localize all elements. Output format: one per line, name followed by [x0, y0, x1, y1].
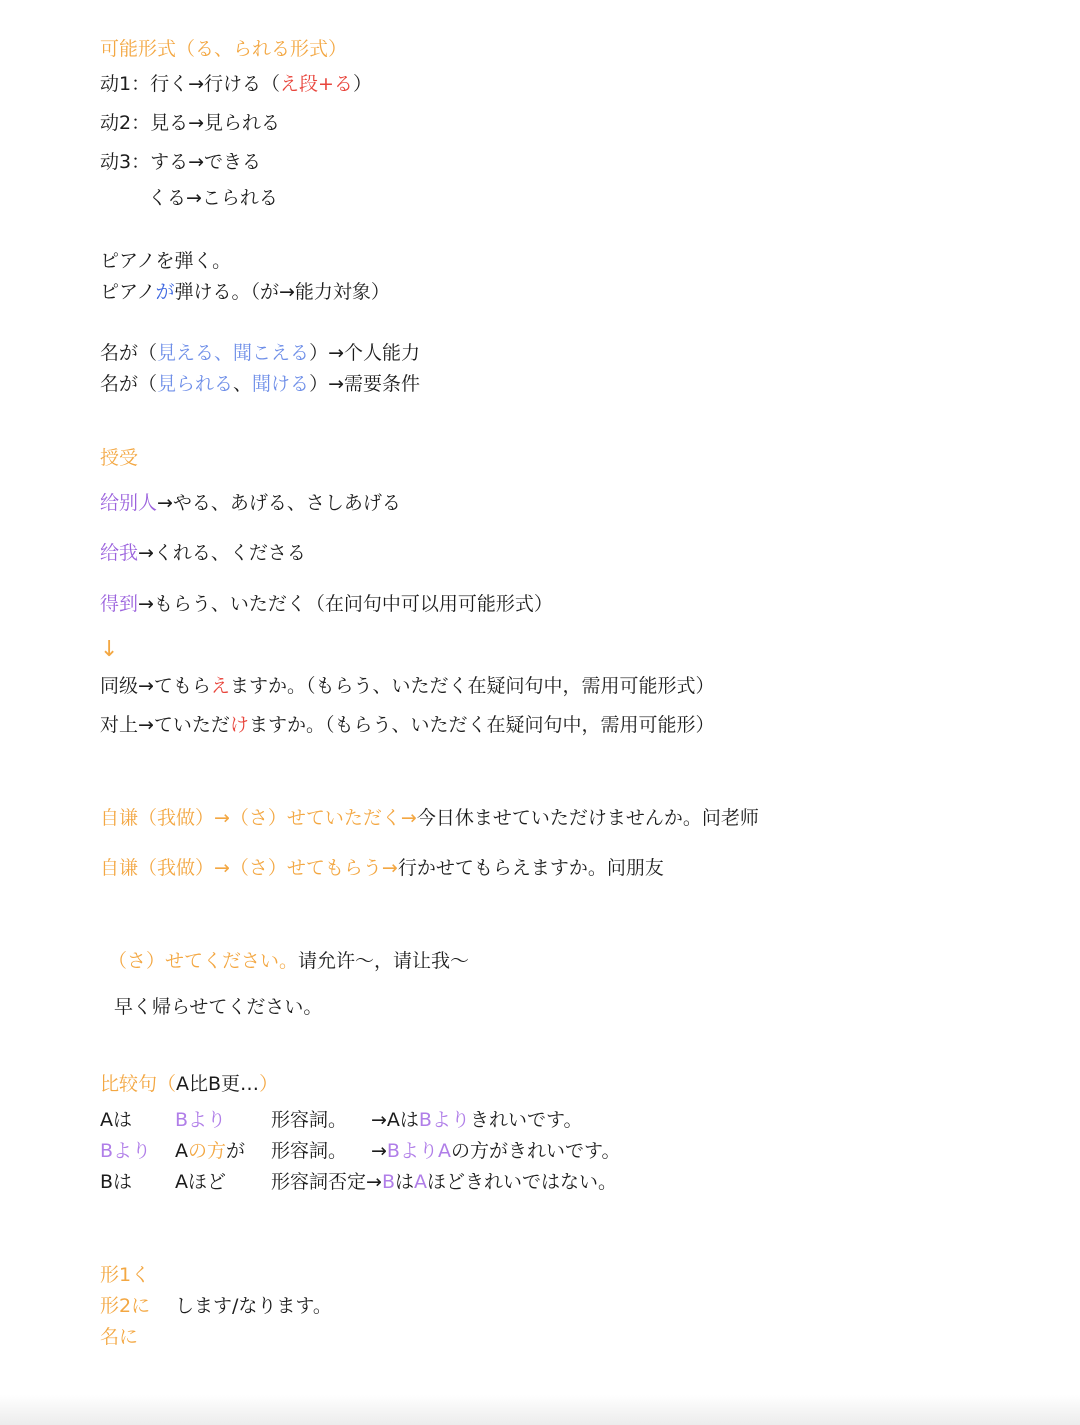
piano-sentence-2 — [100, 279, 390, 305]
highlight-text: Bより — [418, 1109, 470, 1131]
text: →やる、あげる、さしあげる — [157, 492, 401, 514]
highlight-text: A — [414, 1171, 427, 1193]
text: →もらう、いただく（在问句中可以用可能形式） — [138, 593, 553, 615]
text: 请允许～，请让我～ — [298, 950, 470, 972]
text: ほどきれいではない。 — [427, 1171, 618, 1193]
text: A — [175, 1140, 188, 1162]
text: が — [226, 1140, 246, 1162]
highlight-text: 比较句（ — [100, 1073, 177, 1095]
request-line — [108, 948, 469, 974]
text: ピアノ — [100, 281, 156, 303]
giving-heading: 授受 — [100, 447, 139, 469]
text: します/なります。 — [175, 1295, 332, 1317]
noun-condition-line — [100, 371, 420, 397]
highlight-text: 自谦（我做）→（さ）せてもらう→ — [100, 857, 398, 879]
highlight-text: 見られる — [157, 373, 234, 395]
highlight-text: 得到 — [100, 593, 139, 615]
potential-verb3: 动3：する→できる — [100, 151, 262, 173]
compare-heading — [100, 1071, 278, 1097]
highlight-text: Bより — [175, 1109, 227, 1131]
text: Aは — [100, 1109, 132, 1131]
compare-row-2-subject — [175, 1138, 271, 1164]
highlight-text: け — [229, 714, 249, 736]
highlight-text: 给我 — [100, 542, 139, 564]
text: ）→个人能力 — [309, 342, 420, 364]
text: 形容詞。 — [271, 1140, 348, 1162]
noun-ni: 名に — [100, 1326, 139, 1348]
text: ますか。（もらう、いただく在疑问句中，需用可能形） — [248, 714, 715, 736]
text: 形容詞。 — [271, 1109, 348, 1131]
adjective-1: 形1く — [100, 1264, 151, 1286]
receiving-line — [100, 591, 553, 617]
adjective-2-line — [100, 1293, 332, 1319]
text: →Aは — [371, 1109, 419, 1131]
highlight-text: B — [381, 1171, 395, 1193]
text: 同级→てもら — [100, 675, 211, 697]
highlight-text: 見える — [157, 342, 215, 364]
text: A比B更… — [176, 1073, 260, 1095]
potential-verb2: 动2：見る→見られる — [100, 112, 281, 134]
humble-friend-line — [100, 855, 664, 881]
highlight-text: 给别人 — [100, 492, 158, 514]
text: の方がきれいです。 — [450, 1140, 621, 1162]
text: → — [371, 1140, 387, 1162]
bottom-fade — [0, 1395, 1080, 1425]
text: ） — [352, 73, 372, 95]
text: 名が（ — [100, 342, 158, 364]
compare-row-3 — [100, 1169, 617, 1195]
potential-heading: 可能形式（る、られる形式） — [100, 38, 348, 60]
same-level-line — [100, 673, 714, 699]
text: 今日休ませていただけませんか。问老师 — [416, 807, 759, 829]
text: →くれる、くださる — [138, 542, 306, 564]
highlight-text: A — [437, 1140, 451, 1162]
text: は — [394, 1171, 414, 1193]
giving-others-line — [100, 490, 401, 516]
highlight-text: Bより — [386, 1140, 438, 1162]
text: 动1：行く→行ける（ — [100, 73, 281, 95]
highlight-text: 自谦（我做）→（さ）せていただく→ — [100, 807, 417, 829]
text: → — [366, 1171, 382, 1193]
potential-verb1 — [100, 71, 372, 97]
down-arrow: ↓ — [100, 637, 119, 662]
superior-line — [100, 712, 714, 738]
highlight-text: の方 — [188, 1140, 227, 1162]
text: 弾ける。（が→能力対象） — [174, 281, 390, 303]
text: 形容詞否定 — [271, 1171, 367, 1193]
highlight-text: 聞こえる — [233, 342, 310, 364]
highlight-text: 形2に — [100, 1295, 151, 1317]
noun-ability-line — [100, 340, 420, 366]
text: 、 — [233, 373, 253, 395]
highlight-text: 聞ける — [252, 373, 310, 395]
highlight-text: え — [210, 675, 230, 697]
text: きれいです。 — [469, 1109, 583, 1131]
giving-me-line — [100, 540, 306, 566]
compare-row-1 — [100, 1107, 582, 1133]
text: Bは — [100, 1171, 133, 1193]
highlight-text: が — [155, 281, 175, 303]
compare-row-2 — [100, 1138, 620, 1164]
piano-sentence-1: ピアノを弾く。 — [100, 250, 232, 272]
highlight-text: え段+る — [280, 73, 353, 95]
highlight-text: （さ）せてください。 — [108, 950, 299, 972]
highlight-text: 、 — [214, 342, 234, 364]
text: 对上→ていただ — [100, 714, 230, 736]
text: 名が（ — [100, 373, 158, 395]
text: ）→需要条件 — [309, 373, 420, 395]
potential-verb3-kuru: くる→こられる — [148, 187, 278, 209]
humble-teacher-line — [100, 805, 759, 831]
text: Aほど — [175, 1171, 226, 1193]
highlight-text: ） — [259, 1073, 279, 1095]
highlight-text: Bより — [100, 1140, 152, 1162]
request-example: 早く帰らせてください。 — [114, 996, 323, 1018]
text: 行かせてもらえますか。问朋友 — [397, 857, 664, 879]
text: ますか。（もらう、いただく在疑问句中，需用可能形式） — [229, 675, 715, 697]
